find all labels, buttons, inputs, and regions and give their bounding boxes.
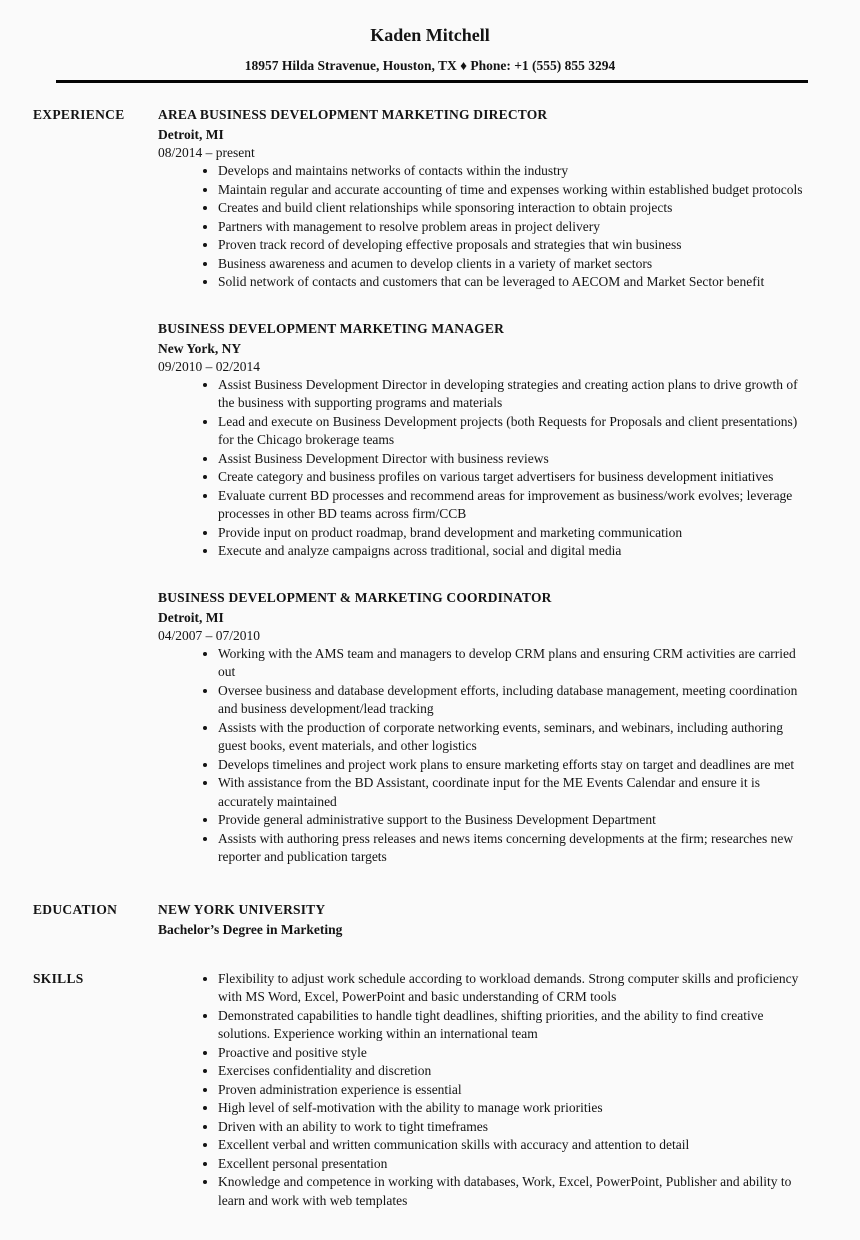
bullet-item: • Demonstrated capabilities to handle tight deadlines, shifting priorities, and the ability to find creative solutions. Experience working within an international team [218, 1007, 812, 1044]
bullet-item: • Knowledge and competence in working with databases, Work, Excel, PowerPoint, Publisher and ability to learn and work with web templates [218, 1173, 812, 1210]
experience-content [158, 105, 812, 867]
job-dates: 04/2007 – 07/2010 [158, 627, 261, 643]
bullet-item: • Flexibility to adjust work schedule according to workload demands. Strong computer skills and proficiency with MS Word, Excel, PowerPoint and basic understanding of CRM tools [218, 970, 812, 1007]
experience-section-label: EXPERIENCE [33, 107, 125, 122]
bullet-item: • Create category and business profiles on various target advertisers for business development initiatives [218, 468, 812, 487]
section-skills [0, 969, 860, 1211]
job-entry-3 [158, 588, 812, 867]
job-title: BUSINESS DEVELOPMENT & MARKETING COORDINATOR [158, 589, 552, 605]
bullet-item: • Lead and execute on Business Development projects (both Requests for Proposals and client presentations) for the Chicago brokerage teams [218, 413, 812, 450]
bullet-item: • Proven track record of developing effective proposals and strategies that win business [218, 236, 812, 255]
job-bullet-list [158, 376, 812, 561]
skills-content [158, 969, 812, 1211]
bullet-item: • Driven with an ability to work to tight timeframes [218, 1118, 812, 1137]
bullet-item: • Assists with authoring press releases and news items concerning developments at the firm; researches new reporter and publication targets [218, 830, 812, 867]
job-location: Detroit, MI [158, 127, 224, 142]
job-title: AREA BUSINESS DEVELOPMENT MARKETING DIRECTOR [158, 107, 548, 122]
education-section-label: EDUCATION [33, 901, 118, 917]
bullet-item: • Evaluate current BD processes and recommend areas for improvement as business/work evolves; leverage processes in other BD teams across firm/CCB [218, 487, 812, 524]
bullet-item: • Develops timelines and project work plans to ensure marketing efforts stay on target and deadlines are met [218, 756, 812, 775]
bullet-item: • With assistance from the BD Assistant, coordinate input for the ME Events Calendar and ensure it is accurately maintained [218, 774, 812, 811]
bullet-item: • High level of self-motivation with the ability to manage work priorities [218, 1099, 812, 1118]
bullet-item: • Execute and analyze campaigns across traditional, social and digital media [218, 542, 812, 561]
bullet-item: • Excellent verbal and written communication skills with accuracy and attention to detail [218, 1136, 812, 1155]
person-name: Kaden Mitchell [370, 25, 490, 45]
bullet-item: • Provide input on product roadmap, brand development and marketing communication [218, 524, 812, 543]
section-experience [0, 105, 860, 867]
school-name: NEW YORK UNIVERSITY [158, 901, 326, 917]
skills-section-label: SKILLS [33, 970, 84, 986]
bullet-item: • Creates and build client relationships while sponsoring interaction to obtain projects [218, 199, 812, 218]
bullet-item: • Maintain regular and accurate accounting of time and expenses working within established budget protocols [218, 181, 812, 200]
bullet-item: • Provide general administrative support to the Business Development Department [218, 811, 812, 830]
contact-line: 18957 Hilda Stravenue, Houston, TX ♦ Phone: +1 (555) 855 3294 [244, 58, 616, 73]
bullet-item: • Business awareness and acumen to develop clients in a variety of market sectors [218, 255, 812, 274]
bullet-item: • Excellent personal presentation [218, 1155, 812, 1174]
job-location: New York, NY [158, 340, 242, 356]
degree: Bachelor’s Degree in Marketing [158, 921, 343, 937]
job-location: Detroit, MI [158, 609, 224, 625]
bullet-item: • Partners with management to resolve problem areas in project delivery [218, 218, 812, 237]
bullet-item: • Assist Business Development Director in developing strategies and creating action plans to drive growth of the business with supporting programs and materials [218, 376, 812, 413]
bullet-item: • Working with the AMS team and managers to develop CRM plans and ensuring CRM activities are carried out [218, 645, 812, 682]
job-entry-2 [158, 319, 812, 561]
bullet-item: • Exercises confidentiality and discretion [218, 1062, 812, 1081]
bullet-item: • Develops and maintains networks of contacts within the industry [218, 162, 812, 181]
job-entry-1 [158, 105, 812, 292]
job-bullet-list [158, 162, 812, 292]
job-title: BUSINESS DEVELOPMENT MARKETING MANAGER [158, 320, 505, 336]
education-content [158, 900, 812, 940]
job-bullet-list [158, 645, 812, 867]
bullet-item: • Solid network of contacts and customers that can be leveraged to AECOM and Market Sector benefit [218, 273, 812, 292]
bullet-item: • Assists with the production of corporate networking events, seminars, and webinars, including authoring guest books, event materials, and other logistics [218, 719, 812, 756]
skills-bullet-list [158, 970, 812, 1211]
bullet-item: • Oversee business and database development efforts, including database management, meeting coordination and business development/lead tracking [218, 682, 812, 719]
bullet-item: • Proactive and positive style [218, 1044, 812, 1063]
bullet-item: • Proven administration experience is essential [218, 1081, 812, 1100]
job-dates: 08/2014 – present [158, 145, 255, 160]
job-dates: 09/2010 – 02/2014 [158, 358, 261, 374]
header-divider [56, 80, 808, 83]
bullet-item: • Assist Business Development Director with business reviews [218, 450, 812, 469]
section-education [0, 900, 860, 940]
